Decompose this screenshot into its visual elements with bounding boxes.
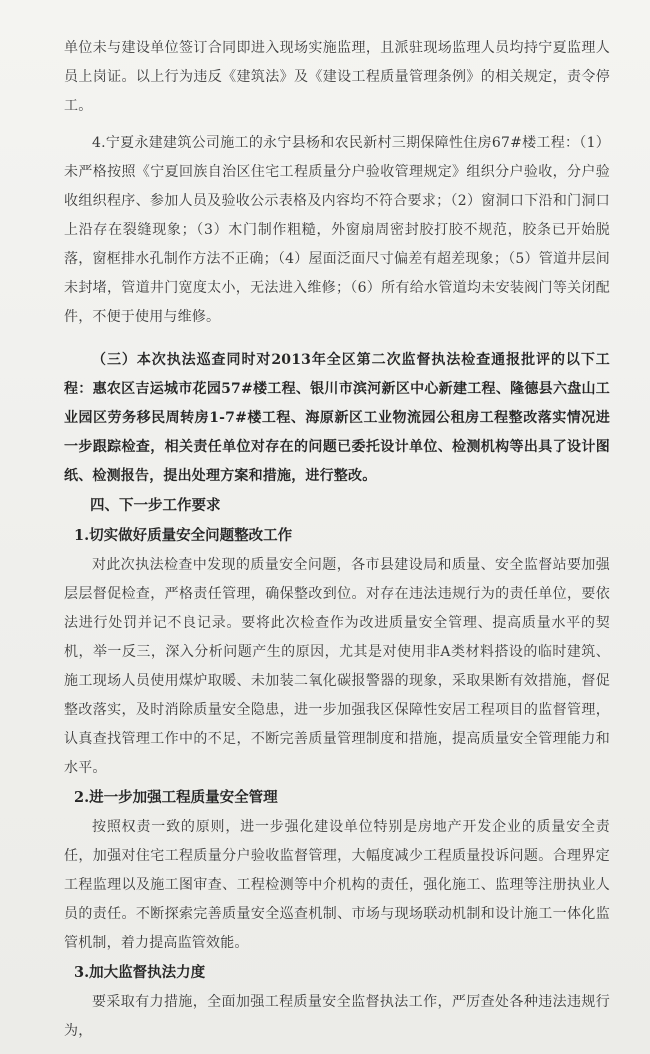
paragraph-item-1-body: 对此次执法检查中发现的质量安全问题，各市县建设局和质量、安全监督站要加强层层督促检查，严格责任管理，确保整改到位。对存在违法违规行为的责任单位，要依法进行处罚并记不良记录。要将此次检查作为改进质量安全管理、提高质量水平的契机，举一反三，深入分析问题产生的原因，尤其是对使用非A类材料搭设的临时建筑、施工现场人员使用煤炉取暖、未加装二氧化碳报警器的现象，采取果断有效措施，督促整改落实，及时消除质量安全隐患，进一步加强我区保障性安居工程项目的监督管理，认真查找管理工作中的不足，不断完善质量管理制度和措施，提高质量安全管理能力和水平。	[64, 557, 610, 776]
subheading-item-1: 1.切实做好质量安全问题整改工作	[74, 527, 293, 544]
paragraph-continued: 单位未与建设单位签订合同即进入现场实施监理，且派驻现场监理人员均持宁夏监理人员上岗证。以上行为违反《建筑法》及《建设工程质量管理条例》的相关规定，责令停工。	[64, 40, 610, 114]
paragraph-section-3: （三）本次执法巡查同时对2013年全区第二次监督执法检查通报批评的以下工程：惠农区吉运城市花园57#楼工程、银川市滨河新区中心新建工程、隆德县六盘山工业园区劳务移民周转房1-7#楼工程、海原新区工业物流园公租房工程整改落实情况进一步跟踪检查，相关责任单位对存在的问题已委托设计单位、检测机构等出具了设计图纸、检测报告，提出处理方案和措施，进行整改。	[64, 352, 610, 484]
subheading-item-2: 2.进一步加强工程质量安全管理	[74, 789, 278, 806]
paragraph-item-4: 4.宁夏永建建筑公司施工的永宁县杨和农民新村三期保障性住房67#楼工程：（1）未严格按照《宁夏回族自治区住宅工程质量分户验收管理规定》组织分户验收，分户验收组织程序、参加人员及验收公示表格及内容均不符合要求；（2）窗洞口下沿和门洞口上沿存在裂缝现象；（3）木门制作粗糙，外窗扇周密封胶打胶不规范，胶条已开始脱落，窗框排水孔制作方法不正确；（4）屋面泛面尺寸偏差有超差现象；（5）管道井层间未封堵，管道井门宽度太小，无法进入维修；（6）所有给水管道均未安装阀门等关闭配件，不便于使用与维修。	[64, 135, 610, 325]
paragraph-item-2-body: 按照权责一致的原则，进一步强化建设单位特别是房地产开发企业的质量安全责任，加强对住宅工程质量分户验收监督管理，大幅度减少工程质量投诉问题。合理界定工程监理以及施工图审查、工程检测等中介机构的责任，强化施工、监理等注册执业人员的责任。不断探索完善质量安全巡查机制、市场与现场联动机制和设计施工一体化监管机制，着力提高监管效能。	[64, 819, 610, 951]
section-heading-4: 四、下一步工作要求	[90, 497, 221, 514]
subheading-item-3: 3.加大监督执法力度	[74, 964, 206, 981]
paragraph-item-3-body: 要采取有力措施，全面加强工程质量安全监督执法工作，严厉查处各种违法违规行为，	[64, 994, 610, 1039]
